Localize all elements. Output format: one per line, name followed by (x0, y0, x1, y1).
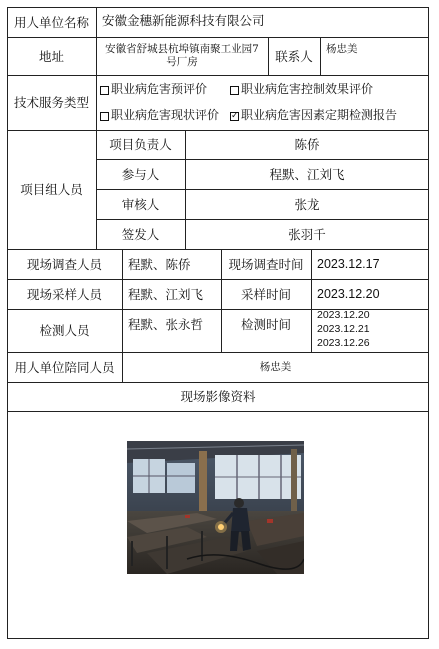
service-type-label: 技术服务类型 (13, 95, 89, 110)
test-time: 2023.12.26 (317, 337, 370, 350)
sampling-time-label: 采样时间 (240, 286, 291, 302)
site-photo (127, 441, 304, 574)
checkbox-checked-icon: ✓ (231, 110, 239, 121)
checkbox-icon (100, 112, 109, 121)
contact-value: 杨忠美 (326, 43, 358, 55)
sampling-label: 现场采样人员 (26, 286, 102, 302)
team-name: 陈侨 (294, 137, 320, 152)
sampling-people: 程默、江刘飞 (128, 286, 204, 302)
service-option-label: 职业病危害现状评价 (111, 107, 220, 122)
test-time: 2023.12.20 (317, 309, 370, 322)
photo-section-label: 现场影像资料 (180, 389, 256, 404)
contact-label: 联系人 (275, 48, 313, 64)
checkbox-icon (100, 86, 109, 95)
survey-label: 现场调查人员 (26, 256, 102, 272)
service-option-status (100, 106, 230, 124)
team-label: 项目组人员 (20, 182, 83, 197)
team-name: 程默、江刘飞 (269, 166, 345, 182)
service-option-control (230, 80, 428, 98)
team-role: 审核人 (121, 196, 160, 212)
sampling-time: 2023.12.20 (317, 286, 380, 301)
test-time: 2023.12.21 (317, 323, 370, 336)
team-role: 参与人 (121, 166, 160, 182)
user-unit-label: 用人单位名称 (13, 14, 89, 30)
service-option-pre (100, 80, 230, 98)
team-name: 张龙 (294, 196, 320, 212)
address-label: 地址 (38, 48, 64, 64)
survey-time-label: 现场调查时间 (228, 256, 304, 272)
test-label: 检测人员 (39, 323, 90, 338)
team-role: 签发人 (121, 226, 160, 242)
test-people: 程默、张永哲 (128, 316, 204, 332)
service-option-periodic (230, 106, 428, 124)
survey-people: 程默、陈侨 (128, 256, 191, 272)
team-role: 项目负责人 (109, 137, 172, 152)
escort-value: 杨忠美 (259, 360, 292, 373)
service-option-label: 职业病危害预评价 (111, 81, 208, 96)
survey-time: 2023.12.17 (317, 256, 380, 271)
checkbox-icon (230, 86, 239, 95)
test-time-label: 检测时间 (240, 316, 291, 332)
address-value: 安徽省舒城县杭埠镇南聚工业园7号厂房 (105, 43, 259, 68)
user-unit-value: 安徽金穗新能源科技有限公司 (102, 13, 265, 28)
team-name: 张羽千 (288, 226, 326, 242)
service-option-label: 职业病危害因素定期检测报告 (241, 107, 398, 122)
escort-label: 用人单位陪同人员 (14, 359, 115, 375)
service-option-label: 职业病危害控制效果评价 (241, 81, 374, 96)
